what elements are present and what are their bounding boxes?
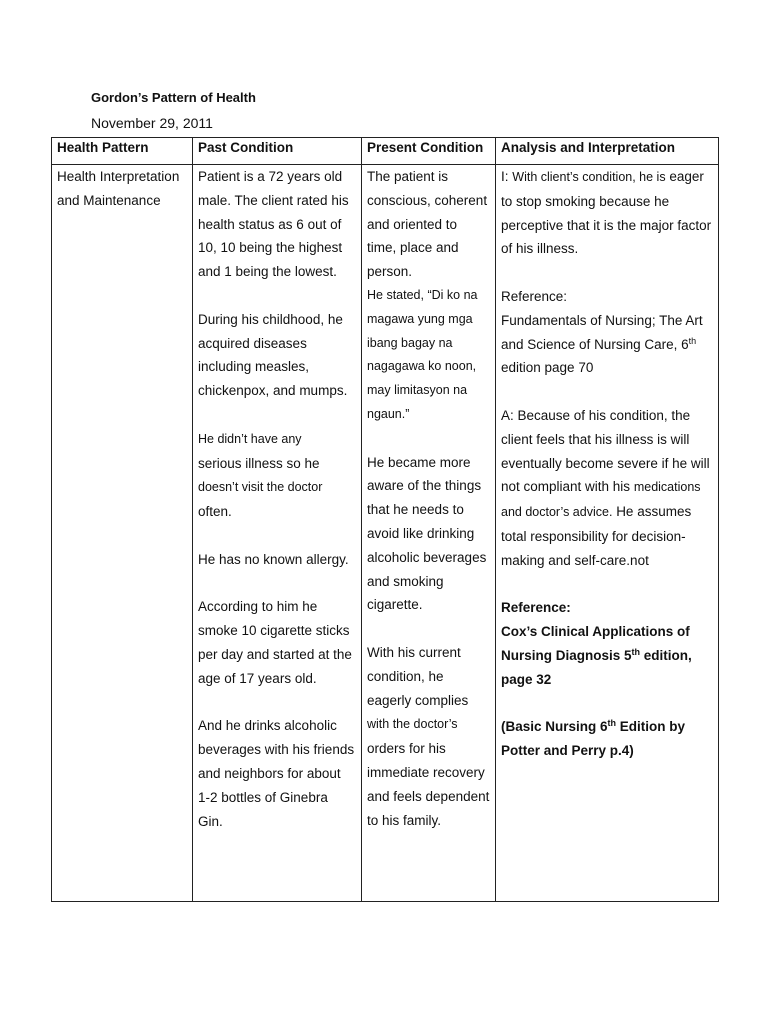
analysis-basic-nursing-reference [501, 715, 713, 763]
analysis-a-text: A: Because of his condition, the client feels that his illness is will eventually become severe if he will not compliant with his [501, 407, 710, 495]
present-condition-para-1: The patient is conscious, coherent and oriented to time, place and person. [367, 169, 488, 280]
table-header-row [52, 138, 719, 165]
analysis-reference-2-label: Reference: [501, 600, 571, 616]
past-condition-para-2: During his childhood, he acquired diseases including measles, chickenpox, and mumps. [198, 311, 348, 399]
past-condition-para-1: Patient is a 72 years old male. The client rated his health status as 6 out of 10, 10 being the highest and 1 being the lowest. [198, 169, 349, 280]
analysis-a-para [501, 404, 713, 573]
analysis-reference-2-text: Cox’s Clinical Applications of Nursing Diagnosis 5 [501, 624, 690, 663]
table-row [52, 165, 719, 902]
past-condition-para-5: According to him he smoke 10 cigarette sticks per day and started at the age of 17 years old. [198, 599, 352, 686]
health-pattern-text: Health Interpretation and Maintenance [57, 169, 180, 208]
present-condition-para-3-part-3: orders for his immediate recovery and feels dependent to his family. [367, 741, 490, 828]
analysis-reference-1-label: Reference: [501, 288, 568, 304]
analysis-reference-2-sup: th [631, 646, 641, 657]
document-title: Gordon’s Pattern of Health [91, 90, 256, 105]
document-date: November 29, 2011 [91, 115, 213, 131]
cell-past-condition [193, 165, 362, 902]
header-past-condition: Past Condition [193, 138, 362, 165]
past-condition-para-3-line-3: doesn’t visit the doctor [198, 480, 323, 495]
analysis-basic-nursing-text-end: Edition by Potter and Perry p.4) [501, 719, 686, 759]
analysis-interpretation-para [501, 165, 713, 261]
past-condition-para-3 [198, 427, 356, 524]
gordon-pattern-table [51, 137, 719, 902]
past-condition-para-6: And he drinks alcoholic beverages with his friends and neighbors for about 1-2 bottles of Ginebra Gin. [198, 718, 355, 829]
present-condition-para-3-part-2: with the doctor’s [367, 717, 458, 732]
analysis-reference-2 [501, 596, 713, 691]
present-condition-para-3 [367, 641, 490, 832]
analysis-a-text-small: medications and doctor’s advice. [501, 480, 701, 520]
past-condition-para-3-line-1: He didn’t have any [198, 431, 302, 446]
analysis-reference-1-text-end: edition page 70 [501, 360, 594, 376]
analysis-reference-1 [501, 285, 713, 380]
analysis-basic-nursing-text: (Basic Nursing 6 [501, 719, 608, 735]
analysis-i-prefix: I: [501, 169, 513, 184]
analysis-i-text-rest: eager to stop smoking because he perceptive that it is the major factor of his illness. [501, 169, 712, 257]
analysis-i-text-small: With client’s condition, he is [512, 170, 666, 184]
header-health-pattern: Health Pattern [52, 138, 193, 165]
cell-present-condition [362, 165, 496, 902]
present-condition-para-2: He became more aware of the things that he needs to avoid like drinking alcoholic beverages and smoking cigarette. [367, 454, 487, 613]
analysis-a-text-rest: He assumes total responsibility for decision-making and self-care.not [501, 504, 692, 568]
header-analysis-interpretation: Analysis and Interpretation [496, 138, 719, 165]
past-condition-para-3-line-2: serious illness so he [198, 455, 320, 471]
cell-health-pattern [52, 165, 193, 902]
past-condition-para-4: He has no known allergy. [198, 551, 349, 567]
analysis-reference-2-text-end: edition, page 32 [501, 647, 692, 687]
present-condition-para-3-part-1: With his current condition, he eagerly complies [367, 644, 469, 708]
analysis-reference-1-text: Fundamentals of Nursing; The Art and Science of Nursing Care, 6 [501, 312, 703, 352]
header-present-condition: Present Condition [362, 138, 496, 165]
cell-analysis-interpretation [496, 165, 719, 902]
past-condition-para-3-line-4: often. [198, 504, 232, 520]
analysis-reference-1-sup: th [688, 335, 697, 346]
analysis-basic-nursing-sup: th [607, 718, 617, 729]
present-condition-para-1b: He stated, “Di ko na magawa yung mga ibang bagay na nagagawa ko noon, may limitasyon na ngaun.” [367, 287, 478, 421]
